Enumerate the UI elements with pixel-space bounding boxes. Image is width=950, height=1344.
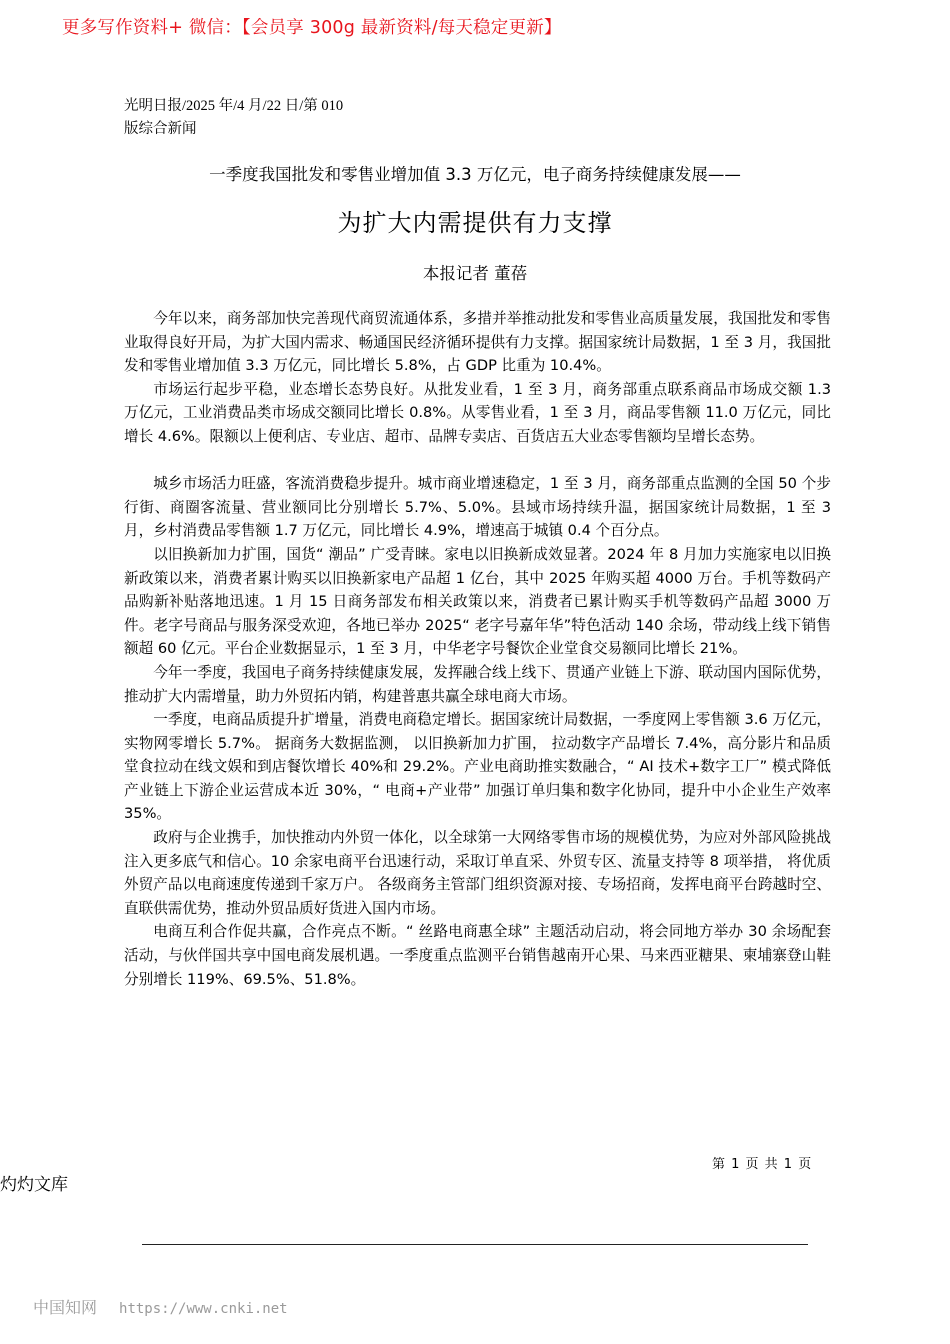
source-info bbox=[124, 95, 343, 141]
paragraph: 以旧换新加力扩围，国货“ 潮品” 广受青睐。家电以旧换新成效显著。2024 年 8 月加力实施家电以旧换新政策以来，消费者累计购买以旧换新家电产品超 1 亿台，其中 2025 年购买超 4000 万台。手机等数码产品购新补贴落地迅速。1 月 15 日商务部发布相关政策以来，消费者已累计购买手机等数码产品超 3000 万件。老字号商品与服务深受欢迎，各地已举办 2025“ 老字号嘉年华”特色活动 140 余场，带动线上线下销售额超 60 亿元。平台企业数据显示，1 至 3 月，中华老字号餐饮企业堂食交易额同比增长 21%。 bbox=[124, 545, 831, 658]
cnki-name: 中国知网 bbox=[33, 1298, 98, 1317]
article-byline: 本报记者 董蓓 bbox=[422, 264, 528, 283]
cnki-url-link[interactable]: https://www.cnki.net bbox=[119, 1301, 288, 1317]
article-body bbox=[124, 307, 831, 991]
footer-divider bbox=[142, 1244, 808, 1245]
paragraph: 今年一季度，我国电子商务持续健康发展，发挥融合线上线下、贯通产业链上下游、联动国内国际优势，推动扩大内需增量，助力外贸拓内销，构建普惠共赢全球电商大市场。 bbox=[124, 663, 831, 705]
article-subtitle: 一季度我国批发和零售业增加值 3.3 万亿元，电子商务持续健康发展—— bbox=[209, 165, 741, 184]
paragraph: 城乡市场活力旺盛，客流消费稳步提升。城市商业增速稳定，1 至 3 月，商务部重点监测的全国 50 个步行街、商圈客流量、营业额同比分别增长 5.7%、5.0%。县域市场持续升温，据国家统计局数据，1 至 3 月，乡村消费品零售额 1.7 万亿元，同比增长 4.9%，增速高于城镇 0.4 个百分点。 bbox=[124, 475, 831, 540]
paragraph: 政府与企业携手，加快推动内外贸一体化，以全球第一大网络零售市场的规模优势，为应对外部风险挑战注入更多底气和信心。10 余家电商平台迅速行动，采取订单直采、外贸专区、流量支持等 8 项举措， 将优质外贸产品以电商速度传递到千家万户。 各级商务主管部门组织资源对接、专场招商，发挥电商平台跨越时空、直联供需优势，推动外贸品质好货进入国内市场。 bbox=[124, 829, 831, 917]
paragraph: 电商互利合作促共赢，合作亮点不断。“ 丝路电商惠全球” 主题活动启动，将会同地方举办 30 余场配套活动，与伙伴国共享中国电商发展机遇。一季度重点监测平台销售越南开心果、马来西亚糖果、柬埔寨登山鞋分别增长 119%、69.5%、51.8%。 bbox=[124, 923, 831, 988]
article-title: 为扩大内需提供有力支撑 bbox=[337, 209, 613, 237]
page-number: 第 1 页 共 1 页 bbox=[712, 1157, 813, 1172]
library-watermark: 灼灼文库 bbox=[0, 1175, 68, 1195]
source-line-2: 版综合新闻 bbox=[124, 121, 197, 137]
paragraph: 今年以来，商务部加快完善现代商贸流通体系，多措并举推动批发和零售业高质量发展，我国批发和零售业取得良好开局，为扩大国内需求、畅通国民经济循环提供有力支撑。据国家统计局数据，1 至 3 月，我国批发和零售业增加值 3.3 万亿元，同比增长 5.8%，占 GDP 比重为 10.4%。 bbox=[124, 310, 831, 375]
promo-banner: 更多写作资料+ 微信：【会员享 300g 最新资料/每天稳定更新】 bbox=[62, 18, 562, 38]
paragraph: 市场运行起步平稳，业态增长态势良好。从批发业看，1 至 3 月，商务部重点联系商品市场成交额 1.3 万亿元，工业消费品类市场成交额同比增长 0.8%。从零售业看，1 至 3 月，商品零售额 11.0 万亿元，同比增长 4.6%。限额以上便利店、专业店、超市、品牌专卖店、百货店五大业态零售额均呈增长态势。 bbox=[124, 380, 831, 445]
paragraph: 一季度，电商品质提升扩增量，消费电商稳定增长。据国家统计局数据，一季度网上零售额 3.6 万亿元， 实物网零增长 5.7%。 据商务大数据监测， 以旧换新加力扩围， 拉动数字产品增长 7.4%，高分影片和品质堂食拉动在线文娱和到店餐饮增长 40%和 29.2%。产业电商助推实数融合，“ AI 技术+数字工厂” 模式降低产业链上下游企业运营成本近 30%，“ 电商+产业带” 加强订单归集和数字化协同，提升中小企业生产效率 35%。 bbox=[124, 711, 831, 823]
cnki-footer bbox=[33, 1295, 288, 1318]
source-line-1: 光明日报/2025 年/4 月/22 日/第 010 bbox=[124, 98, 344, 114]
